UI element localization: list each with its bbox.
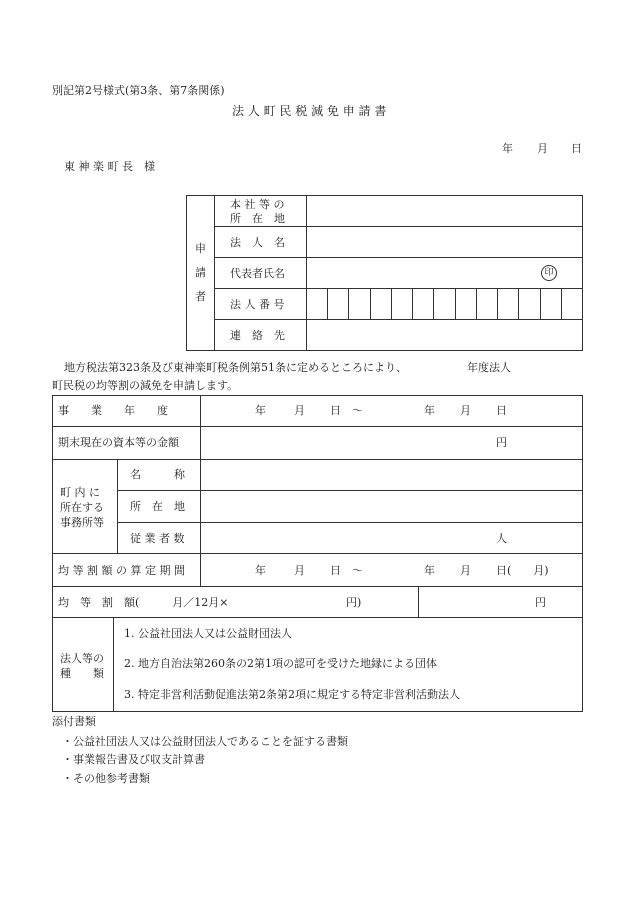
calc-period-label: 均 等 割 額 の 算 定 期 間 [58,564,185,577]
fiscal-start-day: 日 [330,404,341,417]
attachment-item-2: ・事業報告書及び収支計算書 [62,753,205,766]
fiscal-end-year: 年 [424,404,435,417]
fiscal-end-month: 月 [460,404,471,417]
capital-yen-unit: 円 [496,436,507,449]
fiscal-year-label: 事 業 年 度 [58,404,168,417]
calc-start-day: 日 [330,564,341,577]
office-group-label-line1: 町 内 に [60,486,100,499]
attachment-item-3: ・その他参考書類 [62,772,150,785]
per-capita-yen-unit: 円 [535,596,546,609]
applicant-side-label-1: 申 [195,242,206,255]
corp-type-label-line2: 種 類 [60,667,104,680]
calc-start-year: 年 [255,564,266,577]
hq-location-label-line1: 本 社 等 の [230,198,285,211]
corp-type-option-1: 1. 公益社団法人又は公益財団法人 [124,627,292,640]
employees-label: 従 業 者 数 [130,532,185,545]
employees-unit: 人 [496,532,507,545]
date-year-label: 年 [502,142,513,155]
hq-location-label-line2: 所 在 地 [230,212,285,225]
page-title: 法 人 町 民 税 減 免 申 請 書 [232,104,387,118]
date-month-label: 月 [537,142,548,155]
applicant-side-label-3: 者 [195,290,206,303]
statement-line2: 町民税の均等割の減免を申請します。 [52,379,239,392]
calc-end-year: 年 [424,564,435,577]
attachments-heading: 添付書類 [52,715,96,728]
office-group-label-line2: 所在する [60,501,104,514]
fiscal-end-day: 日 [496,404,507,417]
capital-label: 期末現在の資本等の金額 [58,436,179,449]
corp-number-label: 法 人 番 号 [230,298,285,311]
fiscal-start-month: 月 [294,404,305,417]
corp-type-label-line1: 法人等の [60,652,104,665]
calc-tilde: ～ [352,564,363,577]
calc-start-month: 月 [294,564,305,577]
date-day-label: 日 [571,142,582,155]
per-capita-label: 均 等 割 額( 月／12月× [58,596,229,609]
contact-label: 連 絡 先 [230,329,285,342]
corp-name-label: 法 人 名 [230,236,285,249]
office-name-label: 名 称 [130,468,185,481]
attachment-item-1: ・公益社団法人又は公益財団法人であることを証する書類 [62,735,348,748]
corp-type-option-3: 3. 特定非営利活動促進法第2条第2項に規定する特定非営利活動法人 [124,688,460,701]
fiscal-tilde: ～ [352,404,363,417]
addressee: 東 神 楽 町 長 様 [64,160,155,173]
calc-end-month: 月 [460,564,471,577]
representative-label: 代表者氏名 [230,267,285,280]
per-capita-yen-paren: 円) [346,596,362,609]
office-location-label: 所 在 地 [130,500,185,513]
office-group-label-line3: 事務所等 [60,516,104,529]
seal-mark: 印 [541,265,557,281]
calc-end-day-months: 日( 月) [496,564,549,577]
form-number: 別記第2号様式(第3条、第7条関係) [52,84,225,97]
fiscal-start-year: 年 [255,404,266,417]
applicant-side-label-2: 請 [195,266,206,279]
statement-line1-suffix: 年度法人 [467,361,511,374]
statement-line1: 地方税法第323条及び東神楽町税条例第51条に定めるところにより、 [64,361,407,374]
corp-type-option-2: 2. 地方自治法第260条の2第1項の認可を受けた地縁による団体 [124,657,437,670]
